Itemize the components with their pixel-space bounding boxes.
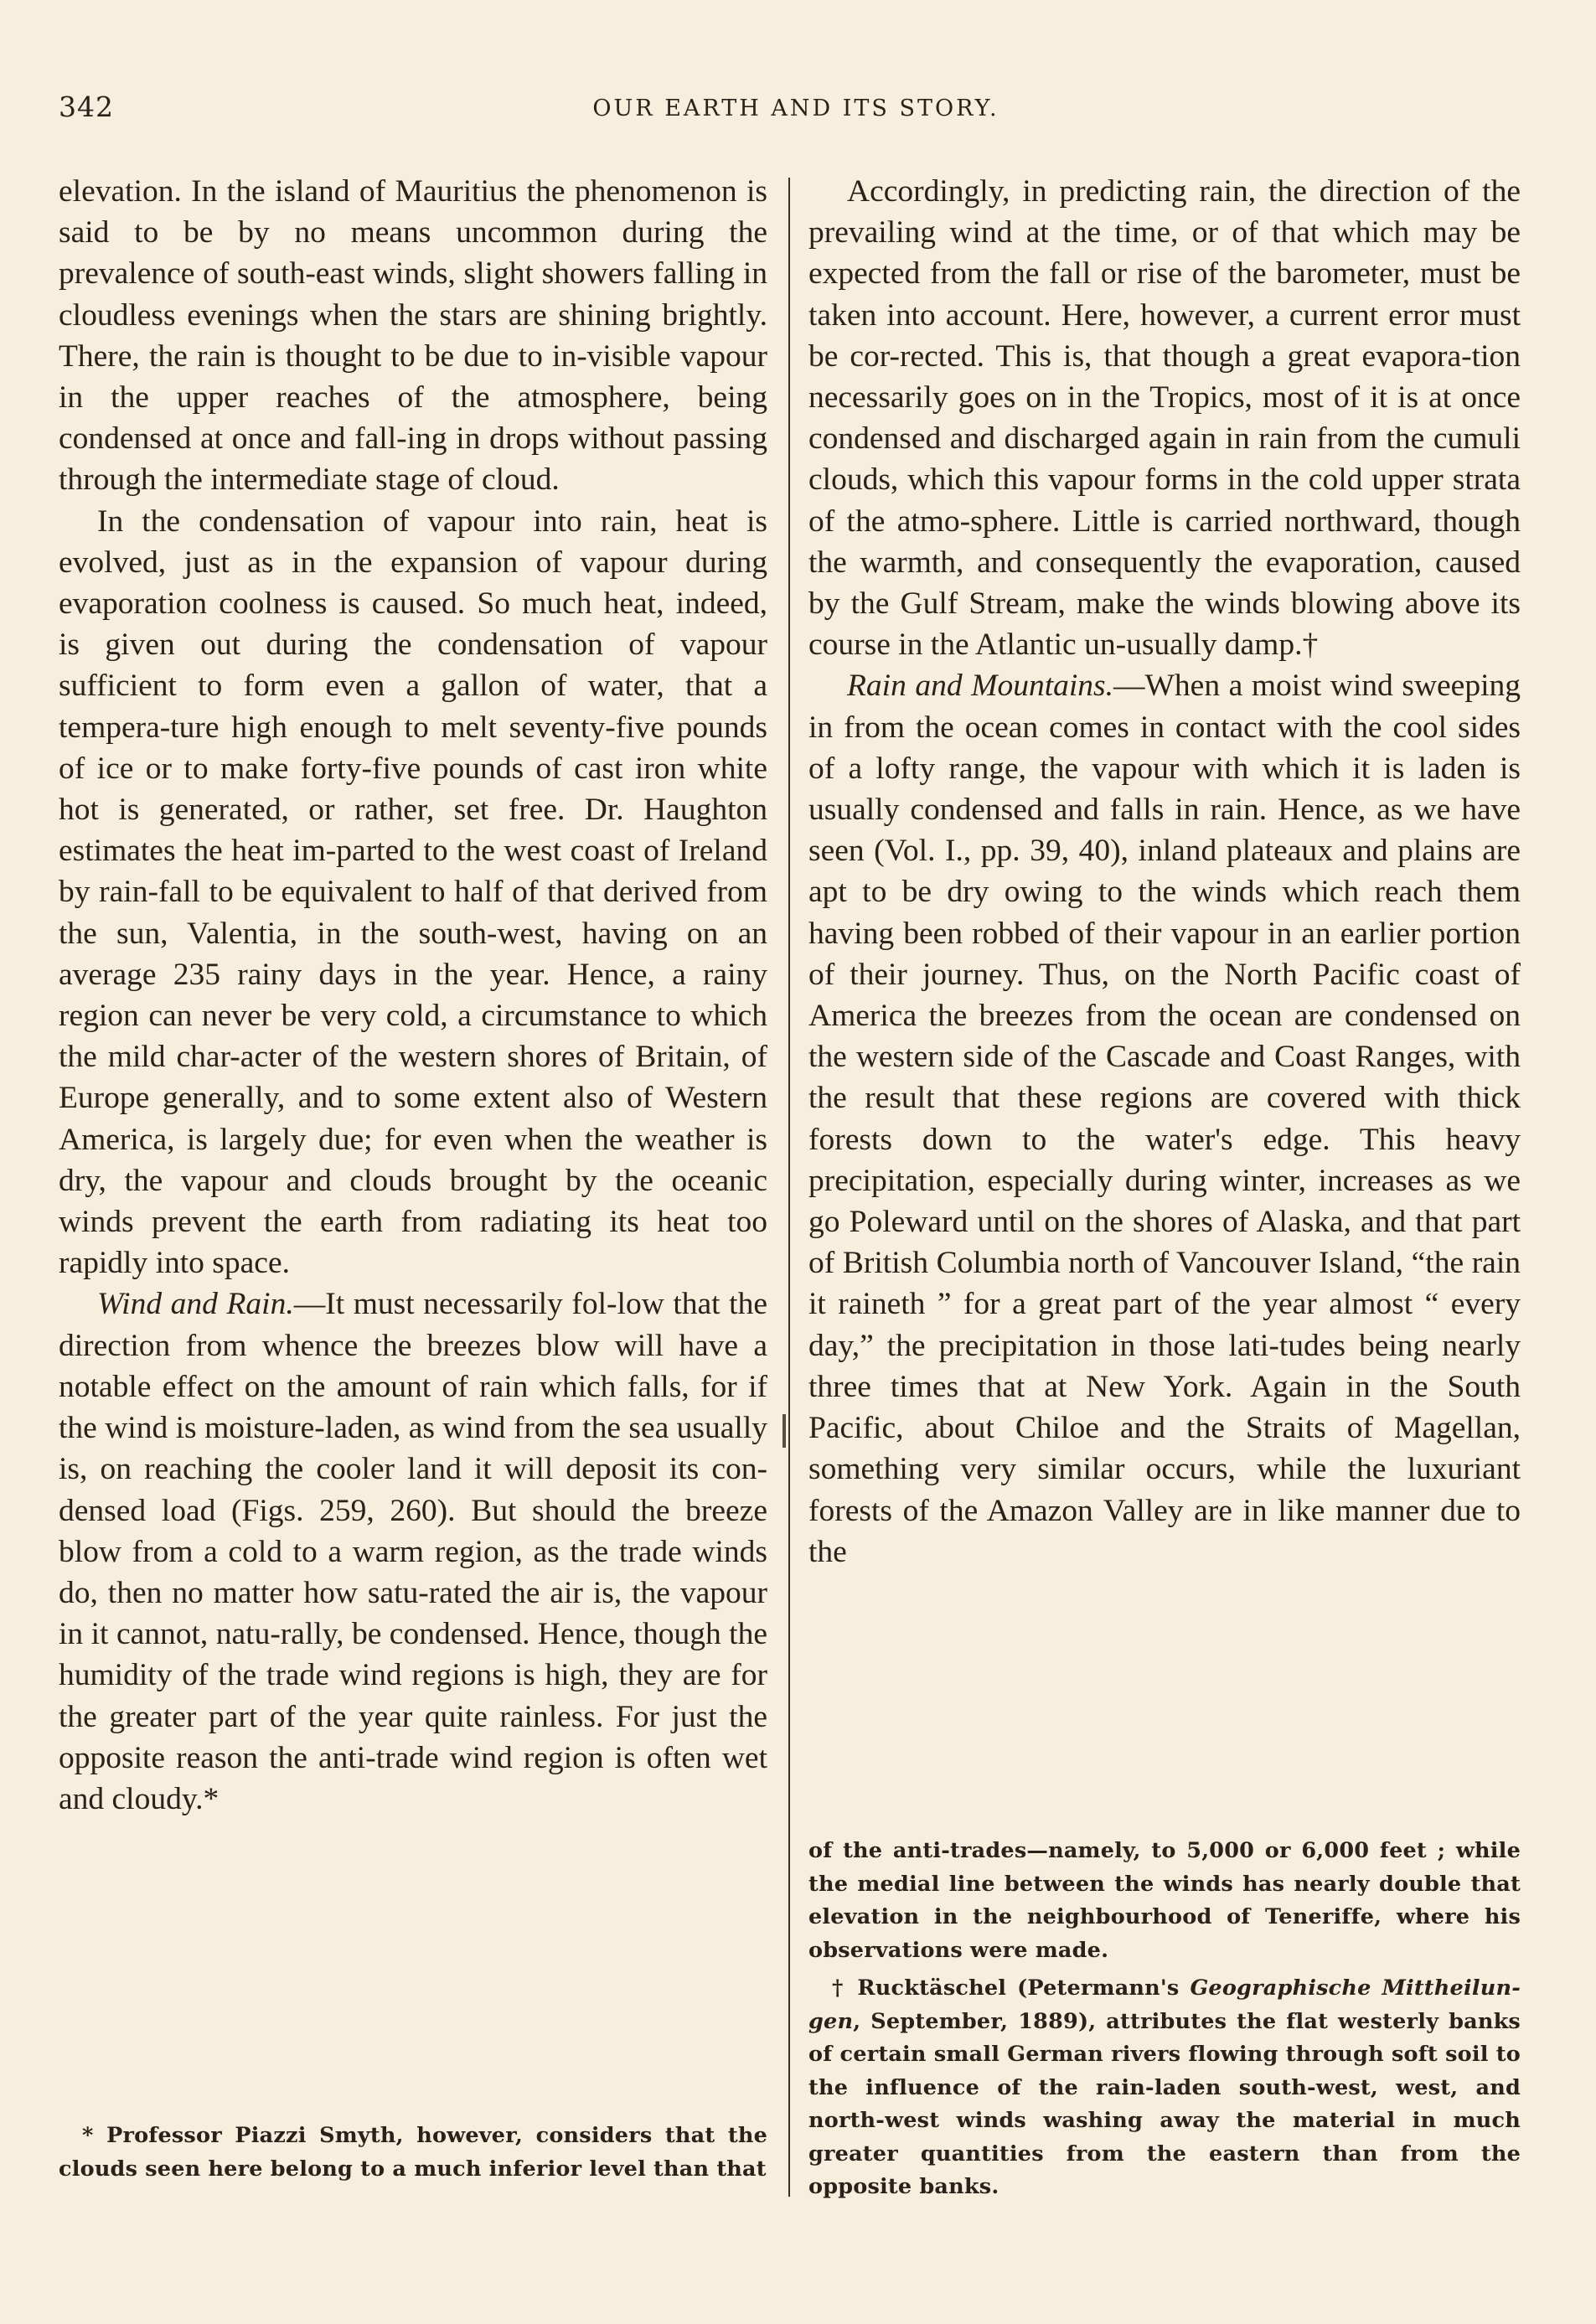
left-column — [59, 171, 767, 1820]
footnote-dagger-pre: † Rucktäschel (Petermann's — [832, 1975, 1191, 2001]
right-paragraph-2 — [808, 665, 1521, 1572]
left-paragraph-1: elevation. In the island of Mauritius the phenomenon is said to be by no means uncommon during the prevalence of south-east winds, slight showers falling in cloudless evenings when the stars are shining brightly. There, the rain is thought to be due to in-visible vapour in the upper reaches of the atmosphere, being condensed at once and fall-ing in drops without passing through the intermediate stage of cloud. — [59, 174, 767, 498]
right-column — [808, 171, 1521, 1573]
section-heading-rain-and-mountains: Rain and Mountains. — [847, 669, 1114, 704]
left-paragraph-3-text: —It must necessarily fol-low that the direction from whence the breezes blow will have a notable effect on the amount of rain which falls, for if the wind is moisture-laden, as wind from the sea usually is, on reaching the cooler land it will deposit its con-densed load (Figs. 259, 260). But should the breeze blow from a cold to a warm region, as the trade winds do, then no matter how satu-rated the air is, the vapour in it cannot, natu-rally, be condensed. Hence, though the humidity of the trade wind regions is high, they are for the greater part of the year quite rainless. For just the opposite reason the anti-trade wind region is often wet and cloudy.* — [59, 1287, 767, 1816]
right-paragraph-2-text: —When a moist wind sweeping in from the ocean comes in contact with the cool sides of a lofty range, the vapour with which it is laden is usually condensed and falls in rain. Hence, as we have seen (Vol. I., pp. 39, 40), inland plateaux and plains are apt to be dry owing to the winds which reach them having been robbed of their vapour in an earlier portion of their journey. Thus, on the North Pacific coast of America the breezes from the ocean are condensed on the western side of the Cascade and Coast Ranges, with the result that these regions are covered with thick forests down to the water's edge. This heavy precipitation, especially during winter, increases as we go Poleward until on the shores of Alaska, and that part of British Columbia north of Vancouver Island, “the rain it raineth ” for a great part of the year almost “ every day,” the precipitation in those lati-tudes being nearly three times that at New York. Again in the South Pacific, about Chiloe and the Straits of Magellan, something very similar occurs, while the luxuriant forests of the Amazon Valley are in like manner due to the — [808, 669, 1521, 1569]
left-paragraph-2: In the condensation of vapour into rain, heat is evolved, just as in the expansion of vapour during evaporation coolness is caused. So much heat, indeed, is given out during the condensation of vapour sufficient to form even a gallon of water, that a tempera-ture high enough to melt seventy-five pounds of ice or to make forty-five pounds of cast iron white hot is generated, or rather, set free. Dr. Haughton estimates the heat im-parted to the west coast of Ireland by rain-fall to be equivalent to half of that derived from the sun, Valentia, in the south-west, having on an average 235 rainy days in the year. Hence, a rainy region can never be very cold, a circumstance to which the mild char-acter of the western shores of Britain, of Europe generally, and to some extent also of Western America, is largely due; for even when the weather is dry, the vapour and clouds brought by the oceanic winds prevent the earth from radiating its heat too rapidly into space. — [59, 504, 767, 1281]
footnote-dagger — [808, 1972, 1521, 2204]
page-header — [59, 90, 1533, 132]
footnote-dagger-post: , September, 1889), attributes the flat westerly banks of certain small German rivers flowing through soft soil to the influence of the rain-laden south-west, west, and north-west winds washing away the material in much greater quantities from the eastern than from the opposite banks. — [808, 2008, 1521, 2199]
column-divider-mark — [783, 1414, 786, 1448]
page-number: 342 — [59, 90, 114, 123]
right-footnotes — [808, 1835, 1521, 2204]
right-paragraph-1: Accordingly, in predicting rain, the direction of the prevailing wind at the time, or of that which may be expected from the fall or rise of the barometer, must be taken into account. Here, however, a current error must be cor-rected. This is, that though a great evapora-tion necessarily goes on in the Tropics, most of it is at once condensed and discharged again in rain from the cumuli clouds, which this vapour forms in the cold upper strata of the atmo-sphere. Little is carried northward, though the warmth, and consequently the evaporation, caused by the Gulf Stream, make the winds blowing above its course in the Atlantic un-usually damp.† — [808, 174, 1521, 663]
footnote-dagger-journal: Geographische Mittheilun-gen — [808, 1975, 1521, 2034]
footnote-asterisk-continued: of the anti-trades—namely, to 5,000 or 6,000 feet ; while the medial line between the winds has nearly double that elevation in the neighbourhood of Teneriffe, where his observations were made. — [808, 1838, 1521, 1963]
left-footnote — [59, 2120, 767, 2186]
section-heading-wind-and-rain: Wind and Rain. — [97, 1287, 294, 1322]
footnote-asterisk: * Professor Piazzi Smyth, however, considers that the clouds seen here belong to a much inferior level than that — [59, 2123, 767, 2182]
running-head: OUR EARTH AND ITS STORY. — [592, 96, 999, 121]
left-paragraph-3 — [59, 1283, 767, 1820]
column-divider — [788, 178, 790, 2197]
